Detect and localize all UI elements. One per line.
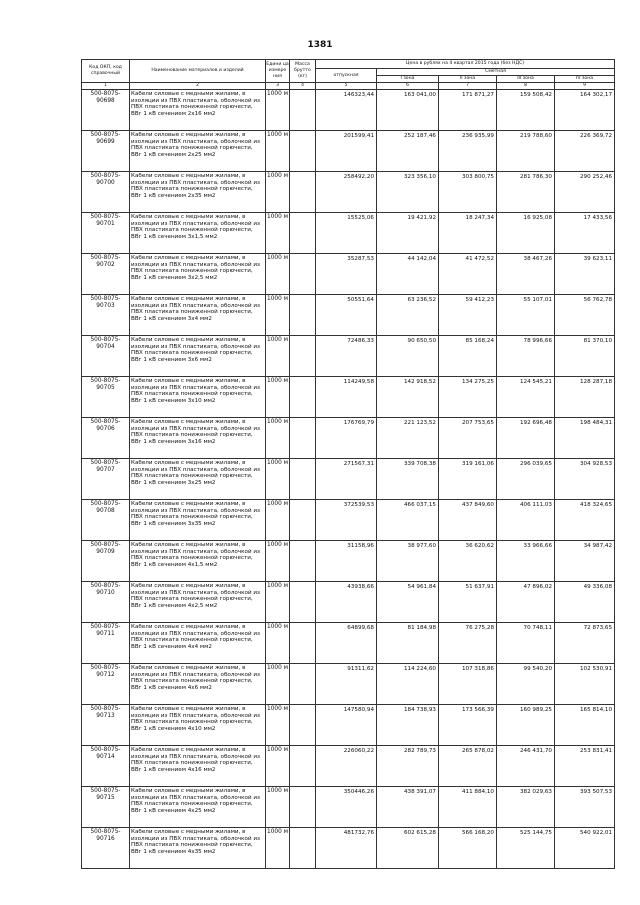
column-number: 4 (290, 83, 316, 90)
factory-price: 114249,58 (316, 377, 377, 418)
zone-1-price: 221 123,52 (377, 418, 439, 459)
okp-code: 500-8075-90707 (82, 459, 130, 500)
table-row (82, 541, 615, 582)
mass-gross (290, 172, 316, 213)
factory-price: 201599,41 (316, 131, 377, 172)
mass-gross (290, 295, 316, 336)
material-name: Кабели силовые с медными жилами, в изоляции из ПВХ пластиката, оболочкой из ПВХ пластиката пониженной горючести, ВВг 1 кВ сечением 4х4 мм2 (130, 623, 266, 664)
okp-code: 500-8075-90712 (82, 664, 130, 705)
zone-4-price: 49 336,08 (555, 582, 615, 623)
mass-gross (290, 213, 316, 254)
header-zone-2: II зона (439, 76, 497, 83)
table-row (82, 336, 615, 377)
zone-2-price: 437 849,60 (439, 500, 497, 541)
column-number: 3 (266, 83, 290, 90)
mass-gross (290, 705, 316, 746)
zone-1-price: 339 708,38 (377, 459, 439, 500)
zone-4-price: 418 324,65 (555, 500, 615, 541)
material-name: Кабели силовые с медными жилами, в изоляции из ПВХ пластиката, оболочкой из ПВХ пластиката пониженной горючести, ВВг 1 кВ сечением 4х6 мм2 (130, 664, 266, 705)
zone-1-price: 142 918,52 (377, 377, 439, 418)
zone-4-price: 393 507,53 (555, 787, 615, 828)
zone-3-price: 124 545,21 (497, 377, 555, 418)
factory-price: 372539,53 (316, 500, 377, 541)
zone-1-price: 44 142,04 (377, 254, 439, 295)
column-number: 1 (82, 83, 130, 90)
zone-4-price: 540 922,01 (555, 828, 615, 869)
table-row (82, 254, 615, 295)
material-name: Кабели силовые с медными жилами, в изоляции из ПВХ пластиката, оболочкой из ПВХ пластиката пониженной горючести, ВВг 1 кВ сечением 2х16 мм2 (130, 90, 266, 131)
table-row (82, 213, 615, 254)
unit: 1000 м (266, 377, 290, 418)
zone-2-price: 265 878,02 (439, 746, 497, 787)
okp-code: 500-8075-90711 (82, 623, 130, 664)
okp-code: 500-8075-90716 (82, 828, 130, 869)
mass-gross (290, 254, 316, 295)
zone-3-price: 406 111,03 (497, 500, 555, 541)
zone-3-price: 159 508,42 (497, 90, 555, 131)
factory-price: 271567,31 (316, 459, 377, 500)
header-code: Код ОКП, код справочный (82, 60, 130, 83)
zone-4-price: 81 370,10 (555, 336, 615, 377)
unit: 1000 м (266, 746, 290, 787)
column-number: 7 (439, 83, 497, 90)
mass-gross (290, 541, 316, 582)
zone-3-price: 78 996,66 (497, 336, 555, 377)
material-name: Кабели силовые с медными жилами, в изоляции из ПВХ пластиката, оболочкой из ПВХ пластиката пониженной горючести, ВВг 1 кВ сечением 3х4 мм2 (130, 295, 266, 336)
table-row (82, 828, 615, 869)
okp-code: 500-8075-90705 (82, 377, 130, 418)
zone-1-price: 81 184,98 (377, 623, 439, 664)
zone-3-price: 281 786,30 (497, 172, 555, 213)
unit: 1000 м (266, 459, 290, 500)
factory-price: 31158,96 (316, 541, 377, 582)
zone-2-price: 18 247,34 (439, 213, 497, 254)
unit: 1000 м (266, 418, 290, 459)
factory-price: 72486,33 (316, 336, 377, 377)
zone-3-price: 246 431,70 (497, 746, 555, 787)
unit: 1000 м (266, 131, 290, 172)
factory-price: 147580,94 (316, 705, 377, 746)
okp-code: 500-8075-90715 (82, 787, 130, 828)
factory-price: 35287,53 (316, 254, 377, 295)
zone-2-price: 319 161,06 (439, 459, 497, 500)
zone-1-price: 323 356,10 (377, 172, 439, 213)
unit: 1000 м (266, 254, 290, 295)
okp-code: 500-8075-90700 (82, 172, 130, 213)
material-name: Кабели силовые с медными жилами, в изоляции из ПВХ пластиката, оболочкой из ПВХ пластиката пониженной горючести, ВВг 1 кВ сечением 4х2,5 мм2 (130, 582, 266, 623)
zone-2-price: 236 935,99 (439, 131, 497, 172)
zone-4-price: 128 287,18 (555, 377, 615, 418)
zone-2-price: 171 871,27 (439, 90, 497, 131)
factory-price: 146323,44 (316, 90, 377, 131)
mass-gross (290, 131, 316, 172)
zone-3-price: 16 925,08 (497, 213, 555, 254)
zone-1-price: 282 789,73 (377, 746, 439, 787)
unit: 1000 м (266, 623, 290, 664)
table-row (82, 664, 615, 705)
zone-3-price: 296 039,65 (497, 459, 555, 500)
zone-4-price: 39 623,11 (555, 254, 615, 295)
header-name: Наименование материалов и изделий (130, 60, 266, 83)
okp-code: 500-8075-90706 (82, 418, 130, 459)
unit: 1000 м (266, 705, 290, 746)
table-row (82, 295, 615, 336)
zone-4-price: 198 484,31 (555, 418, 615, 459)
zone-4-price: 253 831,41 (555, 746, 615, 787)
zone-1-price: 63 236,52 (377, 295, 439, 336)
material-name: Кабели силовые с медными жилами, в изоляции из ПВХ пластиката, оболочкой из ПВХ пластиката пониженной горючести, ВВг 1 кВ сечением 3х2,5 мм2 (130, 254, 266, 295)
column-number: 5 (316, 83, 377, 90)
mass-gross (290, 582, 316, 623)
unit: 1000 м (266, 172, 290, 213)
mass-gross (290, 459, 316, 500)
material-name: Кабели силовые с медными жилами, в изоляции из ПВХ пластиката, оболочкой из ПВХ пластиката пониженной горючести, ВВг 1 кВ сечением 4х1,5 мм2 (130, 541, 266, 582)
okp-code: 500-8075-90702 (82, 254, 130, 295)
unit: 1000 м (266, 664, 290, 705)
zone-2-price: 36 620,62 (439, 541, 497, 582)
zone-2-price: 85 168,24 (439, 336, 497, 377)
header-unit: Едини ца измере ния (266, 60, 290, 83)
zone-2-price: 134 275,25 (439, 377, 497, 418)
unit: 1000 м (266, 828, 290, 869)
table-row (82, 131, 615, 172)
table-row (82, 459, 615, 500)
zone-2-price: 41 472,52 (439, 254, 497, 295)
factory-price: 91311,62 (316, 664, 377, 705)
factory-price: 481732,76 (316, 828, 377, 869)
header-zone-1: I зона (377, 76, 439, 83)
unit: 1000 м (266, 336, 290, 377)
factory-price: 15525,06 (316, 213, 377, 254)
table-row (82, 787, 615, 828)
okp-code: 500-8075-90710 (82, 582, 130, 623)
okp-code: 500-8075-90701 (82, 213, 130, 254)
zone-4-price: 165 814,10 (555, 705, 615, 746)
zone-1-price: 19 421,92 (377, 213, 439, 254)
mass-gross (290, 336, 316, 377)
material-name: Кабели силовые с медными жилами, в изоляции из ПВХ пластиката, оболочкой из ПВХ пластиката пониженной горючести, ВВг 1 кВ сечением 4х35 мм2 (130, 828, 266, 869)
material-name: Кабели силовые с медными жилами, в изоляции из ПВХ пластиката, оболочкой из ПВХ пластиката пониженной горючести, ВВг 1 кВ сечением 4х25 мм2 (130, 787, 266, 828)
okp-code: 500-8075-90704 (82, 336, 130, 377)
zone-2-price: 411 884,10 (439, 787, 497, 828)
mass-gross (290, 664, 316, 705)
factory-price: 350446,26 (316, 787, 377, 828)
table-row (82, 582, 615, 623)
zone-4-price: 304 928,53 (555, 459, 615, 500)
mass-gross (290, 623, 316, 664)
zone-1-price: 114 224,60 (377, 664, 439, 705)
unit: 1000 м (266, 500, 290, 541)
factory-price: 258492,20 (316, 172, 377, 213)
zone-1-price: 90 650,50 (377, 336, 439, 377)
unit: 1000 м (266, 295, 290, 336)
header-estimate: Сметная (377, 69, 615, 76)
material-name: Кабели силовые с медными жилами, в изоляции из ПВХ пластиката, оболочкой из ПВХ пластиката пониженной горючести, ВВг 1 кВ сечением 3х10 мм2 (130, 377, 266, 418)
factory-price: 64899,68 (316, 623, 377, 664)
mass-gross (290, 746, 316, 787)
column-number: 2 (130, 83, 266, 90)
okp-code: 500-8075-90708 (82, 500, 130, 541)
mass-gross (290, 828, 316, 869)
factory-price: 50551,64 (316, 295, 377, 336)
zone-4-price: 226 369,72 (555, 131, 615, 172)
zone-1-price: 466 037,15 (377, 500, 439, 541)
zone-1-price: 54 961,84 (377, 582, 439, 623)
table-row (82, 172, 615, 213)
okp-code: 500-8075-90703 (82, 295, 130, 336)
material-name: Кабели силовые с медными жилами, в изоляции из ПВХ пластиката, оболочкой из ПВХ пластиката пониженной горючести, ВВг 1 кВ сечением 3х25 мм2 (130, 459, 266, 500)
zone-3-price: 219 788,60 (497, 131, 555, 172)
zone-1-price: 602 615,28 (377, 828, 439, 869)
zone-2-price: 173 566,39 (439, 705, 497, 746)
zone-3-price: 70 748,11 (497, 623, 555, 664)
unit: 1000 м (266, 213, 290, 254)
table-row (82, 705, 615, 746)
zone-2-price: 51 637,91 (439, 582, 497, 623)
table-row (82, 90, 615, 131)
zone-2-price: 566 168,20 (439, 828, 497, 869)
column-numbers-row (82, 83, 615, 90)
zone-1-price: 163 041,00 (377, 90, 439, 131)
mass-gross (290, 500, 316, 541)
table-row (82, 746, 615, 787)
page-number: 1381 (307, 40, 333, 50)
zone-3-price: 38 467,26 (497, 254, 555, 295)
material-name: Кабели силовые с медными жилами, в изоляции из ПВХ пластиката, оболочкой из ПВХ пластиката пониженной горючести, ВВг 1 кВ сечением 4х16 мм2 (130, 746, 266, 787)
material-name: Кабели силовые с медными жилами, в изоляции из ПВХ пластиката, оболочкой из ПВХ пластиката пониженной горючести, ВВг 1 кВ сечением 3х35 мм2 (130, 500, 266, 541)
mass-gross (290, 90, 316, 131)
zone-3-price: 382 029,63 (497, 787, 555, 828)
zone-3-price: 99 540,20 (497, 664, 555, 705)
okp-code: 500-8075-90709 (82, 541, 130, 582)
zone-4-price: 17 433,56 (555, 213, 615, 254)
material-name: Кабели силовые с медными жилами, в изоляции из ПВХ пластиката, оболочкой из ПВХ пластиката пониженной горючести, ВВг 1 кВ сечением 3х16 мм2 (130, 418, 266, 459)
zone-3-price: 192 696,48 (497, 418, 555, 459)
column-number: 9 (555, 83, 615, 90)
material-name: Кабели силовые с медными жилами, в изоляции из ПВХ пластиката, оболочкой из ПВХ пластиката пониженной горючести, ВВг 1 кВ сечением 3х6 мм2 (130, 336, 266, 377)
header-mass: Масса брутто (кг) (290, 60, 316, 83)
header-zone-3: III зона (497, 76, 555, 83)
table-row (82, 418, 615, 459)
table-row (82, 500, 615, 541)
factory-price: 43938,66 (316, 582, 377, 623)
zone-4-price: 72 873,65 (555, 623, 615, 664)
column-number: 8 (497, 83, 555, 90)
zone-3-price: 33 966,66 (497, 541, 555, 582)
unit: 1000 м (266, 582, 290, 623)
zone-1-price: 438 391,07 (377, 787, 439, 828)
zone-2-price: 303 800,75 (439, 172, 497, 213)
zone-2-price: 207 753,65 (439, 418, 497, 459)
column-number: 6 (377, 83, 439, 90)
zone-1-price: 38 977,60 (377, 541, 439, 582)
price-table (81, 59, 615, 869)
zone-2-price: 59 412,23 (439, 295, 497, 336)
table-row (82, 377, 615, 418)
unit: 1000 м (266, 541, 290, 582)
zone-3-price: 47 896,02 (497, 582, 555, 623)
unit: 1000 м (266, 90, 290, 131)
material-name: Кабели силовые с медными жилами, в изоляции из ПВХ пластиката, оболочкой из ПВХ пластиката пониженной горючести, ВВг 1 кВ сечением 2х25 мм2 (130, 131, 266, 172)
material-name: Кабели силовые с медными жилами, в изоляции из ПВХ пластиката, оболочкой из ПВХ пластиката пониженной горючести, ВВг 1 кВ сечением 4х10 мм2 (130, 705, 266, 746)
mass-gross (290, 787, 316, 828)
header-factory-price: отпускная (316, 69, 377, 83)
mass-gross (290, 377, 316, 418)
zone-4-price: 290 252,46 (555, 172, 615, 213)
zone-3-price: 525 144,75 (497, 828, 555, 869)
zone-3-price: 55 107,01 (497, 295, 555, 336)
zone-2-price: 76 275,28 (439, 623, 497, 664)
zone-4-price: 102 530,91 (555, 664, 615, 705)
unit: 1000 м (266, 787, 290, 828)
table-header (82, 60, 615, 90)
table-row (82, 623, 615, 664)
factory-price: 226060,22 (316, 746, 377, 787)
okp-code: 500-8075-90698 (82, 90, 130, 131)
zone-4-price: 164 302,17 (555, 90, 615, 131)
material-name: Кабели силовые с медными жилами, в изоляции из ПВХ пластиката, оболочкой из ПВХ пластиката пониженной горючести, ВВг 1 кВ сечением 2х35 мм2 (130, 172, 266, 213)
zone-4-price: 56 762,78 (555, 295, 615, 336)
okp-code: 500-8075-90714 (82, 746, 130, 787)
okp-code: 500-8075-90713 (82, 705, 130, 746)
material-name: Кабели силовые с медными жилами, в изоляции из ПВХ пластиката, оболочкой из ПВХ пластиката пониженной горючести, ВВг 1 кВ сечением 3х1,5 мм2 (130, 213, 266, 254)
zone-2-price: 107 318,86 (439, 664, 497, 705)
zone-1-price: 252 187,46 (377, 131, 439, 172)
zone-3-price: 160 989,25 (497, 705, 555, 746)
header-price-group: Цена в рублях на 4 квартал 2015 года (без НДС) (316, 60, 615, 69)
factory-price: 176769,79 (316, 418, 377, 459)
zone-4-price: 34 987,42 (555, 541, 615, 582)
header-zone-4: IV зона (555, 76, 615, 83)
mass-gross (290, 418, 316, 459)
zone-1-price: 184 738,93 (377, 705, 439, 746)
okp-code: 500-8075-90699 (82, 131, 130, 172)
table-body (82, 90, 615, 869)
